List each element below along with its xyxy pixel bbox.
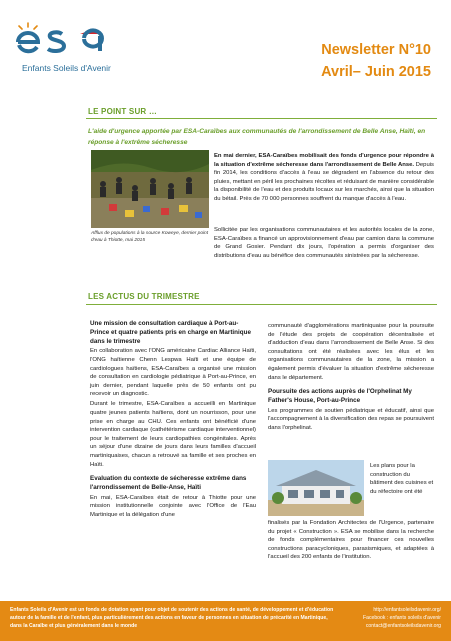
orphanage-building-image [268, 460, 364, 516]
article1-paragraph-2: Durant le trimestre, ESA-Caraïbes a accueilli en Martinique quatre jeunes patients haïtiens, dont un nourrisson, pour une prise en charge au CHU. Ces enfants ont bénéficié d'une intervention cardiaque (cathétérisme cardiaque interventionnel) pour le traitement de leurs cardiopathies congénitales. Après un séjour d'une dizaine de jours dans leurs familles d'accueil martiniquaises, chacun a retrouvé sa famille et ses proches en Haïti. [90, 401, 256, 468]
footer-description: Enfants Soleils d'Avenir est un fonds de dotation ayant pour objet de soutenir des actions de santé, de développement et d'éducation autour de la famille et de l'enfant, plus particulièrement des actions en faveur de personnes en situation de précarité en Martinique, dans la Caraïbe et plus généralement dans le monde [10, 607, 334, 629]
photo-caption: Afflux de populations à la source Koweye, dernier point d'eau à Thiotte, mai 2015 [91, 231, 209, 243]
issue-date: Avril– Juin 2015 [321, 64, 431, 80]
email-link[interactable]: contact@enfantsoleilsdavenir.org [365, 623, 441, 629]
organization-name: Enfants Soleils d'Avenir [22, 63, 111, 73]
right-column [268, 322, 434, 434]
article2-paragraph-1: En mai, ESA-Caraïbes était de retour à Thiotte pour une mission institutionnelle conjointe avec l'Office de l'Eau Martinique et la délégation d'une [90, 494, 256, 518]
section1-para1-rest: Depuis fin 2014, les conditions d'accès à l'eau se dégradent en l'absence du retour des pluies, mettant en péril les prochaines récoltes et réduisant de manière considérable la disponibilité de l'eau et des produits locaux sur les marchés, ainsi que la situation du bétail. Près de 70 000 personnes souffrent du manque d'accès à l'eau. [214, 161, 434, 202]
section-divider [86, 304, 437, 305]
section-heading-actus: LES ACTUS DU TRIMESTRE [88, 292, 200, 301]
left-column [90, 320, 256, 521]
article1-title: Une mission de consultation cardiaque à Port-au-Prince et quatre patients pris en charge en Martinique dans le trimestre [90, 320, 251, 345]
article3-paragraph-1: Les programmes de soutien pédiatrique et éducatif, ainsi que l'accompagnement à la diversification des repas se poursuivent dans l'orphelinat. [268, 407, 434, 431]
esa-logo-mark [14, 20, 124, 56]
article3-paragraph-2b: finalisés par la Fondation Architectes de l'Urgence, partenaire du projet « Construction ». ESA se mobilise dans la recherche de fonds complémentaires pour financer ces nouvelles constructions paracycloniques, parasismiques, et adaptées à l'accueil des 200 enfants de l'institution. [268, 520, 434, 561]
article1-paragraph-1: En collaboration avec l'ONG américaine Cardiac Alliance Haïti, l'ONG haïtienne Chenn Lespwa Haïti et une équipe de cardiologues haïtiens, ESA-Caraïbes a organisé une mission de consultation en cardiologie pédiatrique à Port-au-Prince, en juin dernier, pendant laquelle près de 50 enfants ont pu recevoir un diagnostic. [90, 348, 256, 398]
article3-paragraph-2a: Les plans pour la construction du bâtiment des cuisines et du réfectoire ont été [370, 463, 434, 495]
website-link[interactable]: http://enfantsoleilsdavenir.org/ [373, 607, 441, 613]
section1-paragraph-2: Sollicitée par les organisations communautaires et les autorités locales de la zone, ESA-Caraïbes a financé un approvisionnement d'eau par camion dans la commune de Grand Gosier. Pendant dix jours, l'opération a permis d'organiser des distributions d'eau au bénéfice des communautés sinistrées par la sécheresse. [214, 227, 434, 259]
facebook-link[interactable]: Facebook : enfants soleils d'avenir [363, 615, 441, 621]
footer-contacts [363, 606, 441, 630]
building-illustration [268, 460, 364, 516]
newsletter-title: Newsletter N°10 [321, 42, 431, 58]
water-source-photo [91, 150, 209, 228]
article3-title: Poursuite des actions auprès de l'Orphelinat My Father's House, Port-au-Prince [268, 388, 412, 404]
section-divider [86, 118, 437, 119]
lead-headline: L'aide d'urgence apportée par ESA-Caraïbes aux communautés de l'arrondissement de Belle Anse, Haïti, en réponse à l'extrême sécheresse [88, 128, 426, 146]
section1-para1-bold: En mai dernier, ESA-Caraïbes mobilisait des fonds d'urgence pour répondre à la situation d'extrême sécheresse dans l'arrondissement de Belle Anse. [214, 153, 434, 168]
article2-paragraph-2: communauté d'agglomérations martiniquaise pour la poursuite de l'étude des projets de coopération décentralisée et d'adduction d'eau dans l'arrondissement de Belle Anse. Si des consultations ont été réalisées avec les élus et les organisations communautaires de la zone, la mission a également permis d'évaluer la situation d'extrême sécheresse dans le département. [268, 323, 434, 381]
article2-title: Evaluation du contexte de sécheresse extrême dans l'arrondissement de Belle-Anse, Haïti [90, 475, 247, 491]
section-heading-point: LE POINT SUR … [88, 107, 158, 116]
crowd-photo-illustration [91, 150, 209, 228]
section1-paragraph-1 [214, 152, 434, 204]
